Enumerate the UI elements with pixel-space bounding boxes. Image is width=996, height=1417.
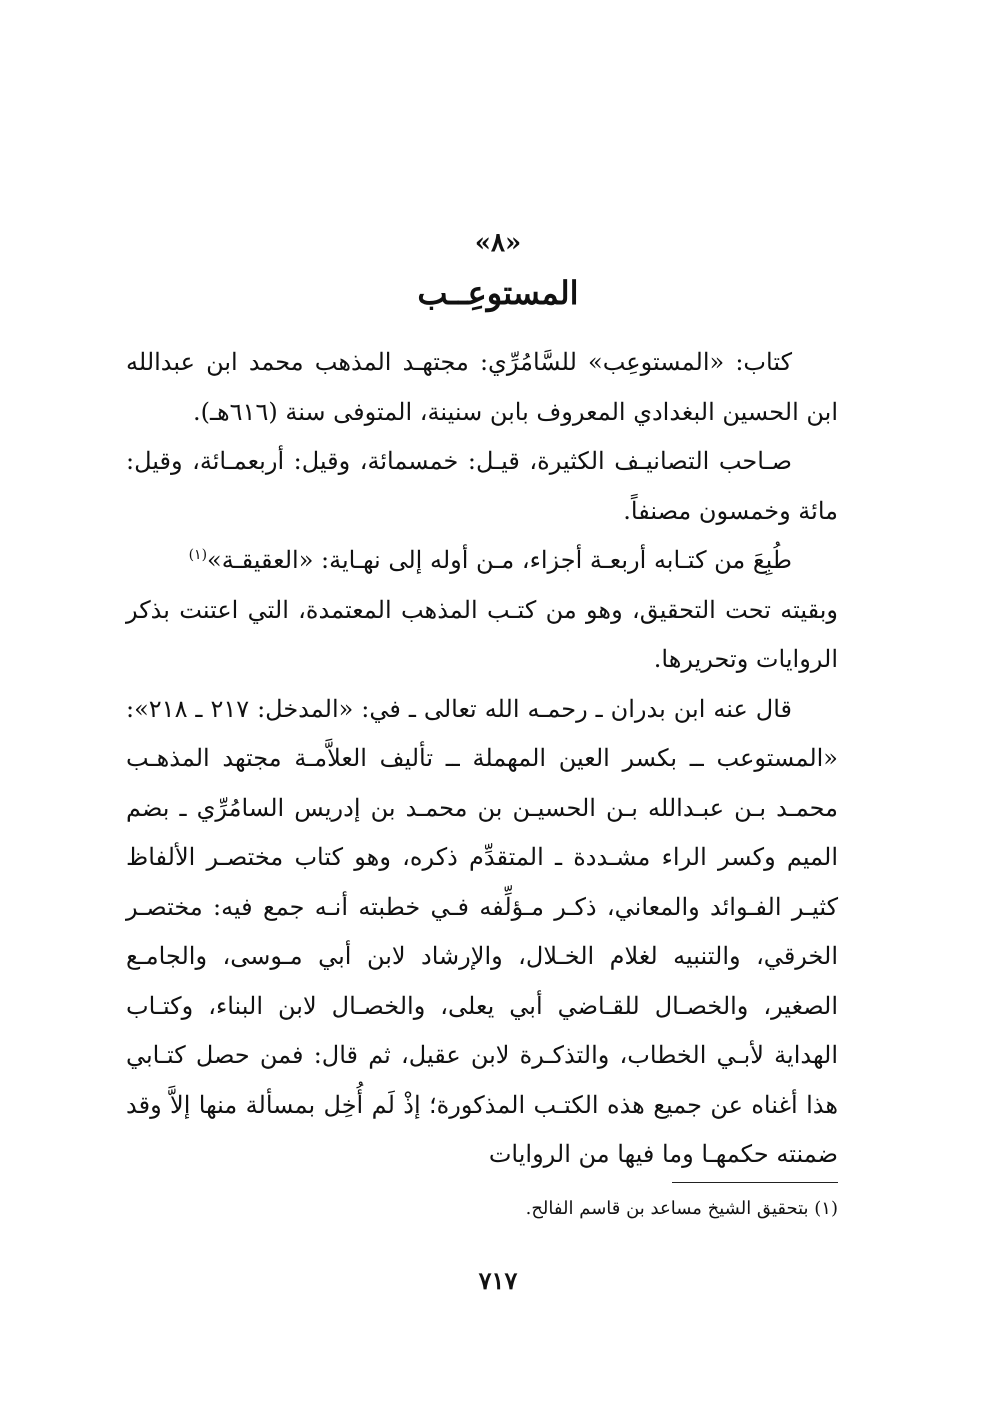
footnote-reference: (١) [188, 547, 208, 563]
page-number: ٧١٧ [478, 1266, 518, 1295]
section-number: «٨» [474, 228, 522, 258]
section-title: المستوعِــب [417, 274, 579, 312]
body-text [126, 338, 838, 1180]
footnote: (١) بتحقيق الشيخ مساعد بن قاسم الفالح. [525, 1198, 838, 1219]
paragraph-printing-text: طُبِعَ من كتـابه أربعـة أجزاء، مـن أوله إلى نهـاية: «العقيقـة» [207, 546, 792, 574]
paragraph-author-works: صـاحب التصانيـف الكثيرة، قيـل: خمسمائة، وقيل: أربعمـائة، وقيل: مائة وخمسون مصنفاً. [126, 447, 838, 525]
paragraph-ibn-badran-quote: قال عنه ابن بدران ـ رحمـه الله تعالى ـ في: «المدخل: ٢١٧ ـ ٢١٨»: «المستوعب ــ بكسر العين المهملة ــ تأليف العلاَّمـة مجتهد المذهـب محمـد بـن عبـدالله بـن الحسيـن بن محمـد بن إدريس السامُرِّي ـ بضم الميم وكسر الراء مشـددة ـ المتقدِّم ذكره، وهو كتاب مختصـر الألفاظ كثيـر الفـوائد والمعاني، ذكـر مـؤلِّفه فـي خطبته أنـه جمع فيه: مختصـر الخرقي، والتنبيه لغلام الخـلال، والإرشاد لابن أبي مـوسى، والجامـع الصغير، والخصـال للقـاضي أبي يعلى، والخصـال لابن البناء، وكتـاب الهداية لأبـي الخطاب، والتذكـرة لابن عقيل، ثم قال: فمن حصل كتـابي هذا أغناه عن جميع هذه الكتـب المذكورة؛ إذْ لَم أُخِل بمسألة منها إلاَّ وقد ضمنته حكمهـا وما فيها من الروايات [126, 694, 838, 1168]
paragraph-book-intro: كتاب: «المستوعِب» للسَّامُرِّي: مجتهـد المذهب محمد ابن عبدالله ابن الحسين البغدادي المعروف بابن سنينة، المتوفى سنة (٦١٦هـ). [126, 348, 838, 426]
paragraph-printing [126, 536, 838, 586]
footnote-divider [672, 1182, 838, 1183]
paragraph-printing-continued: وبقيته تحت التحقيق، وهو من كتـب المذهب المعتمدة، التي اعتنت بذكر الروايات وتحريرها. [126, 595, 838, 673]
